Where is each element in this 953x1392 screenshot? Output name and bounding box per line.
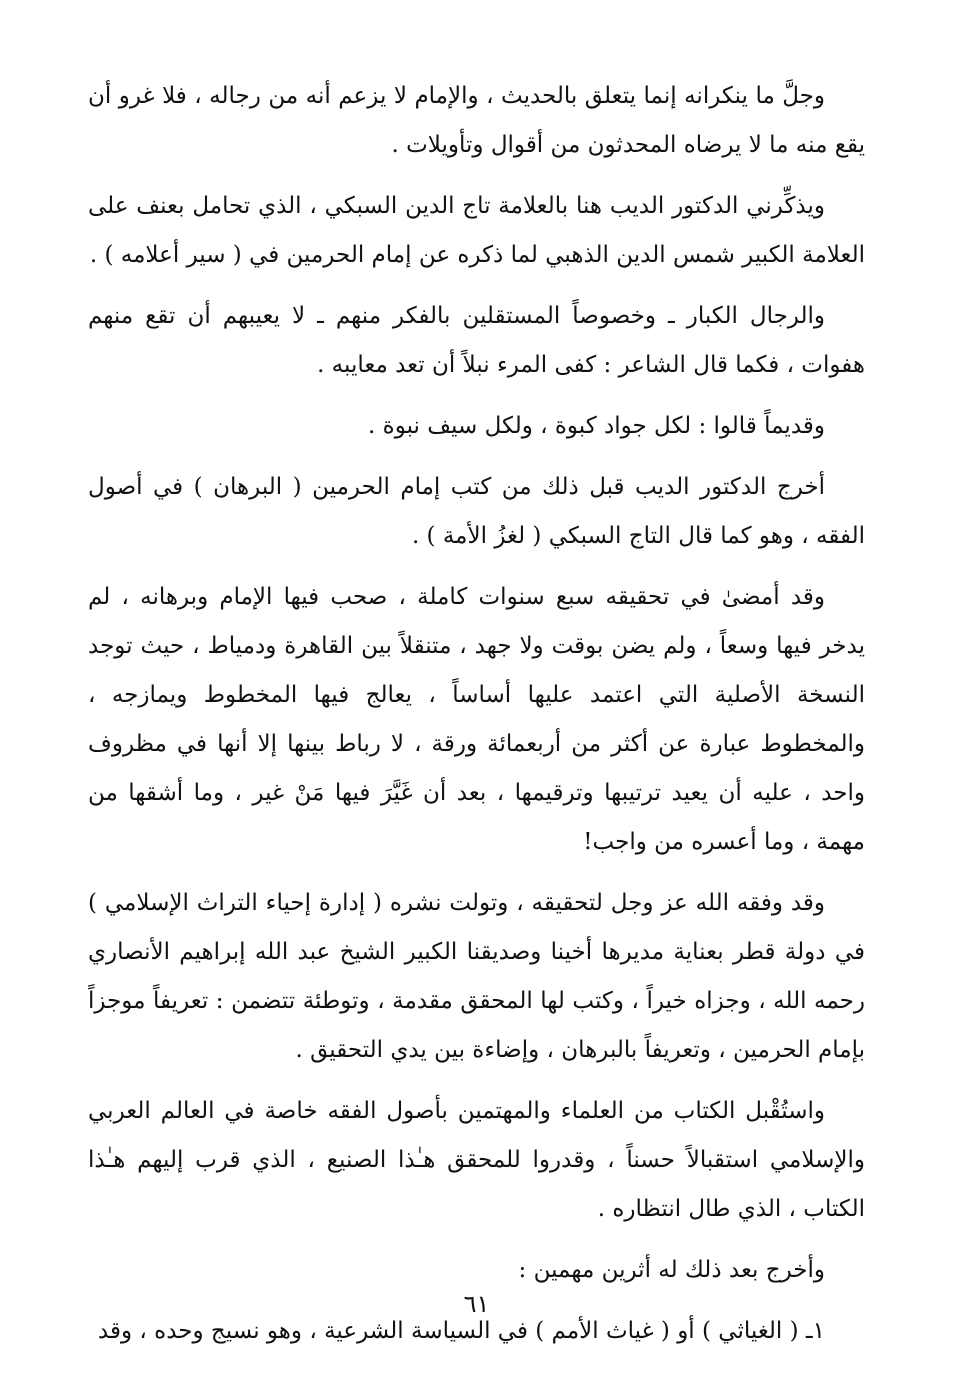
paragraph-5: أخرج الدكتور الديب قبل ذلك من كتب إمام الحرمين ( البرهان ) في أصول الفقه ، وهو كما قال التاج السبكي ( لغزُ الأمة ) . [88, 474, 865, 549]
paragraph-7: وقد وفقه الله عز وجل لتحقيقه ، وتولت نشره ( إدارة إحياء التراث الإسلامي ) في دولة قطر بعناية مديرها أخينا وصديقنا الكبير الشيخ عبد الله إبراهيم الأنصاري رحمه الله ، وجزاه خيراً ، وكتب لها المحقق مقدمة ، وتوطئة تتضمن : تعريفاً موجزاً بإمام الحرمين ، وتعريفاً بالبرهان ، وإضاءة بين يدي التحقيق . [88, 890, 865, 1063]
paragraph-3: والرجال الكبار ـ وخصوصاً المستقلين بالفكر منهم ـ لا يعيبهم أن تقع منهم هفوات ، فكما قال الشاعر : كفى المرء نبلاً أن تعد معايبه . [88, 303, 865, 378]
page-number: ٦١ [463, 1290, 490, 1318]
paragraph-4: وقديماً قالوا : لكل جواد كبوة ، ولكل سيف نبوة . [368, 413, 825, 439]
paragraph-10: ١ـ ( الغياثي ) أو ( غياث الأمم ) في السياسة الشرعية ، وهو نسيج وحده ، وقد [97, 1318, 825, 1344]
paragraph-1: وجلَّ ما ينكرانه إنما يتعلق بالحديث ، والإمام لا يزعم أنه من رجاله ، فلا غرو أن يقع منه ما لا يرضاه المحدثون من أقوال وتأويلات . [88, 83, 865, 158]
paragraph-6: وقد أمضىٰ في تحقيقه سبع سنوات كاملة ، صحب فيها الإمام وبرهانه ، لم يدخر فيها وسعاً ، ولم يضن بوقت ولا جهد ، متنقلاً بين القاهرة ودمياط ، حيث توجد النسخة الأصلية التي اعتمد عليها أساساً ، يعالج فيها المخطوط ويمازجه ، والمخطوط عبارة عن أكثر من أربعمائة ورقة ، لا رباط بينها إلا أنها في مظروف واحد ، عليه أن يعيد ترتيبها وترقيمها ، بعد أن غَيَّرَ فيها مَنْ غير ، وما أشقها من مهمة ، وما أعسره من واجب! [88, 584, 865, 855]
paragraph-8: واستُقْبل الكتاب من العلماء والمهتمين بأصول الفقه خاصة في العالم العربي والإسلامي استقبالاً حسناً ، وقدروا للمحقق هـٰذا الصنيع ، الذي قرب إليهم هـٰذا الكتاب ، الذي طال انتظاره . [88, 1098, 865, 1222]
body-text [88, 72, 865, 1368]
paragraph-9: وأخرج بعد ذلك له أثرين مهمين : [518, 1257, 825, 1283]
paragraph-2: ويذكِّرني الدكتور الديب هنا بالعلامة تاج الدين السبكي ، الذي تحامل بعنف على العلامة الكبير شمس الدين الذهبي لما ذكره عن إمام الحرمين في ( سير أعلامه ) . [88, 193, 865, 268]
